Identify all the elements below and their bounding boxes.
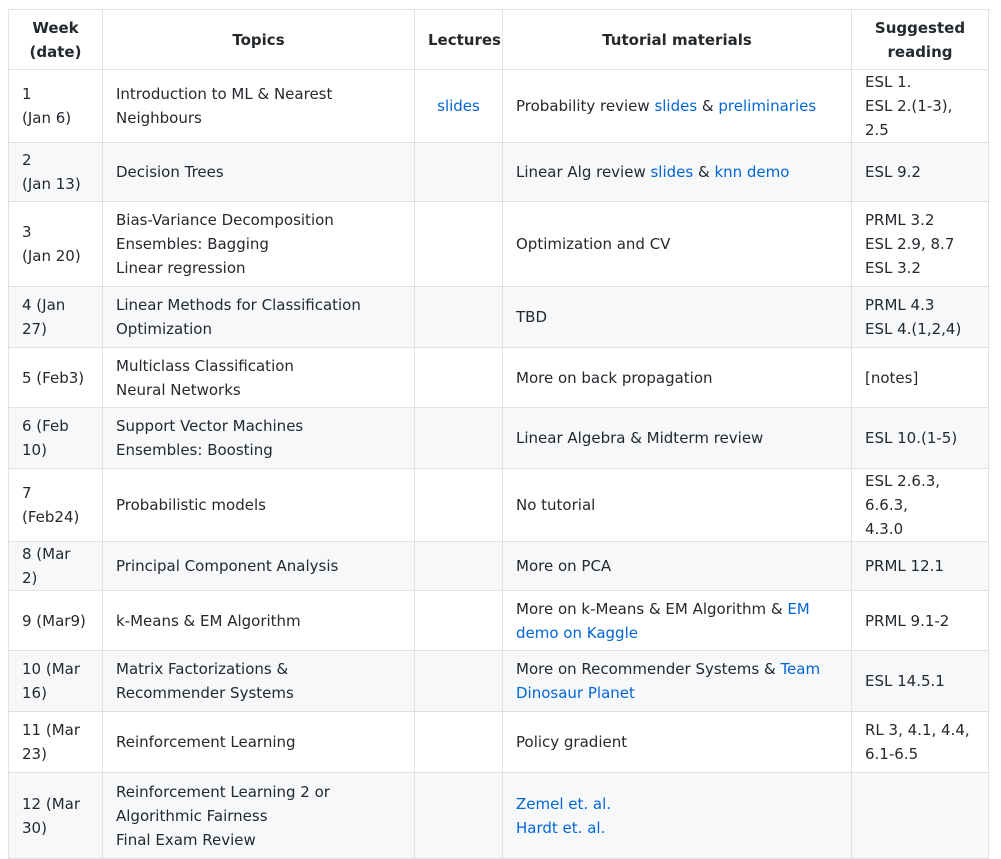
topics-cell — [103, 712, 415, 773]
lectures-cell — [415, 287, 503, 348]
tutorial-cell — [503, 469, 852, 542]
tutorial-line — [516, 94, 838, 118]
week-cell — [9, 348, 103, 408]
week-text: 11 (Mar — [22, 721, 81, 739]
lectures-cell — [415, 348, 503, 408]
lectures-cell — [415, 712, 503, 773]
topic-text: Matrix Factorizations & Recommender Systems — [116, 660, 294, 702]
tutorial-text: More on PCA — [516, 557, 612, 575]
tutorial-cell — [503, 712, 852, 773]
table-row — [9, 408, 989, 469]
topics-cell — [103, 591, 415, 651]
table-row — [9, 469, 989, 542]
topics-cell — [103, 408, 415, 469]
table-row — [9, 70, 989, 143]
tutorial-text: Policy gradient — [516, 733, 628, 751]
topics-cell — [103, 348, 415, 408]
header-topics: Topics — [103, 10, 415, 70]
tutorial-cell — [503, 143, 852, 202]
reading-text: ESL 3.2 — [865, 259, 921, 277]
reading-cell — [852, 202, 989, 287]
topics-cell — [103, 773, 415, 859]
week-cell — [9, 70, 103, 143]
week-text: 4 (Jan — [22, 296, 66, 314]
topic-text: Neural Networks — [116, 380, 241, 399]
tutorial-cell — [503, 591, 852, 651]
tutorial-line — [516, 657, 838, 705]
table-row — [9, 287, 989, 348]
topic-text: Algorithmic Fairness — [116, 806, 268, 825]
week-cell — [9, 542, 103, 591]
week-text: 9 (Mar9) — [22, 611, 86, 630]
lectures-cell — [415, 651, 503, 712]
reading-cell — [852, 348, 989, 408]
topic-text: Probabilistic models — [116, 496, 266, 514]
tutorial-text: No tutorial — [516, 496, 596, 514]
tutorial-cell — [503, 202, 852, 287]
tutorial-line — [516, 232, 838, 256]
lectures-cell — [415, 202, 503, 287]
tutorial-link[interactable]: slides — [654, 97, 698, 115]
topic-text: Ensembles: Bagging — [116, 235, 269, 253]
schedule-table — [8, 9, 989, 859]
reading-text: PRML 9.1-2 — [865, 611, 950, 630]
tutorial-line — [516, 305, 838, 329]
week-text: 5 (Feb3) — [22, 368, 85, 387]
reading-cell — [852, 591, 989, 651]
table-row — [9, 143, 989, 202]
week-text: 16) — [22, 684, 47, 702]
tutorial-link[interactable]: Hardt et. al. — [516, 818, 606, 837]
topic-text: Principal Component Analysis — [116, 557, 339, 575]
table-row — [9, 591, 989, 651]
tutorial-text: & — [693, 163, 715, 181]
topic-text: Decision Trees — [116, 163, 224, 181]
topics-cell — [103, 542, 415, 591]
reading-cell — [852, 469, 989, 542]
reading-text: RL 3, 4.1, 4.4, — [865, 721, 970, 739]
week-text: 12 (Mar — [22, 794, 81, 813]
tutorial-link[interactable]: slides — [650, 163, 694, 181]
week-cell — [9, 408, 103, 469]
tutorial-link[interactable]: Team Dinosaur Planet — [516, 660, 821, 702]
tutorial-line — [516, 493, 838, 517]
week-text: 8 (Mar 2) — [22, 545, 71, 587]
lectures-cell — [415, 542, 503, 591]
reading-text: 6.1-6.5 — [865, 745, 919, 763]
tutorial-cell — [503, 651, 852, 712]
table-row — [9, 542, 989, 591]
topic-text: Optimization — [116, 320, 212, 338]
week-text: (Jan 6) — [22, 109, 72, 127]
lectures-cell — [415, 773, 503, 859]
reading-text: ESL 9.2 — [865, 163, 921, 181]
tutorial-line — [516, 366, 838, 390]
week-text: 23) — [22, 745, 47, 763]
week-cell — [9, 143, 103, 202]
topic-text: k-Means & EM Algorithm — [116, 611, 301, 630]
topic-text: Multiclass Classification — [116, 356, 294, 375]
tutorial-line — [516, 730, 838, 754]
reading-cell — [852, 773, 989, 859]
week-text: (Jan 13) — [22, 175, 81, 193]
tutorial-link[interactable]: knn demo — [714, 163, 790, 181]
lectures-cell — [415, 143, 503, 202]
reading-text: ESL 1. — [865, 73, 912, 91]
tutorial-text: & — [697, 97, 719, 115]
tutorial-line — [516, 426, 838, 450]
tutorial-text: More on k-Means & EM Algorithm & — [516, 599, 788, 618]
reading-cell — [852, 143, 989, 202]
week-text: 7 (Feb24) — [22, 484, 80, 526]
tutorial-text: Linear Algebra & Midterm review — [516, 429, 764, 447]
reading-text: ESL 2.(1-3), 2.5 — [865, 97, 953, 139]
topic-text: Linear Methods for Classification — [116, 296, 361, 314]
topic-text: Reinforcement Learning — [116, 733, 296, 751]
week-text: 30) — [22, 818, 47, 837]
tutorial-cell — [503, 348, 852, 408]
tutorial-text: Optimization and CV — [516, 235, 671, 253]
week-text: 6 (Feb — [22, 417, 69, 435]
reading-cell — [852, 542, 989, 591]
table-header-row — [9, 10, 989, 70]
table-body — [9, 70, 989, 859]
tutorial-text: More on back propagation — [516, 368, 713, 387]
week-text: 2 — [22, 151, 32, 169]
table-row — [9, 651, 989, 712]
reading-text: 4.3.0 — [865, 520, 904, 538]
reading-text: ESL 2.9, 8.7 — [865, 235, 955, 253]
header-tutorial-materials: Tutorial materials — [503, 10, 852, 70]
tutorial-cell — [503, 408, 852, 469]
tutorial-link[interactable]: Zemel et. al. — [516, 794, 612, 813]
tutorial-line — [516, 816, 838, 840]
topics-cell — [103, 202, 415, 287]
tutorial-line — [516, 597, 838, 645]
tutorial-cell — [503, 70, 852, 143]
table-row — [9, 348, 989, 408]
week-text: (Jan 20) — [22, 247, 81, 265]
week-cell — [9, 469, 103, 542]
topics-cell — [103, 143, 415, 202]
reading-text: ESL 2.6.3, 6.6.3, — [865, 472, 941, 514]
tutorial-cell — [503, 773, 852, 859]
tutorial-text: TBD — [516, 308, 548, 326]
reading-cell — [852, 287, 989, 348]
topics-cell — [103, 469, 415, 542]
lectures-cell — [415, 70, 503, 143]
reading-text: [notes] — [865, 368, 919, 387]
header-lectures: Lectures — [415, 10, 503, 70]
reading-text: ESL 14.5.1 — [865, 672, 945, 690]
header-suggested-reading: Suggested reading — [852, 10, 989, 70]
header-week: Week (date) — [9, 10, 103, 70]
topic-text: Final Exam Review — [116, 830, 256, 849]
week-cell — [9, 591, 103, 651]
topic-text: Linear regression — [116, 259, 246, 277]
week-text: 10) — [22, 441, 47, 459]
topic-text: Ensembles: Boosting — [116, 441, 273, 459]
week-cell — [9, 651, 103, 712]
topic-text: Reinforcement Learning 2 or — [116, 782, 330, 801]
topic-text: Introduction to ML & Nearest Neighbours — [116, 85, 333, 127]
reading-text: PRML 12.1 — [865, 557, 944, 575]
reading-cell — [852, 70, 989, 143]
week-text: 3 — [22, 223, 32, 241]
table-row — [9, 773, 989, 859]
table-row — [9, 712, 989, 773]
topics-cell — [103, 651, 415, 712]
lectures-cell — [415, 408, 503, 469]
week-cell — [9, 712, 103, 773]
table-row — [9, 202, 989, 287]
reading-text: ESL 10.(1-5) — [865, 429, 958, 447]
tutorial-line — [516, 554, 838, 578]
tutorial-link[interactable]: EM demo on Kaggle — [516, 599, 810, 642]
tutorial-cell — [503, 542, 852, 591]
tutorial-text: Linear Alg review — [516, 163, 651, 181]
lectures-cell — [415, 469, 503, 542]
lectures-cell — [415, 591, 503, 651]
topics-cell — [103, 287, 415, 348]
topics-cell — [103, 70, 415, 143]
reading-text: PRML 3.2 — [865, 211, 935, 229]
tutorial-link[interactable]: preliminaries — [718, 97, 817, 115]
tutorial-text: Probability review — [516, 97, 655, 115]
topic-text: Bias-Variance Decomposition — [116, 211, 334, 229]
week-text: 1 — [22, 85, 32, 103]
lecture-slides-link[interactable]: slides — [437, 97, 480, 115]
tutorial-text: More on Recommender Systems & — [516, 660, 781, 678]
reading-cell — [852, 408, 989, 469]
tutorial-cell — [503, 287, 852, 348]
tutorial-line — [516, 160, 838, 184]
reading-cell — [852, 712, 989, 773]
topic-text: Support Vector Machines — [116, 417, 304, 435]
reading-cell — [852, 651, 989, 712]
week-text: 10 (Mar — [22, 660, 81, 678]
week-cell — [9, 202, 103, 287]
week-cell — [9, 287, 103, 348]
week-cell — [9, 773, 103, 859]
reading-text: PRML 4.3 — [865, 296, 935, 314]
tutorial-line — [516, 792, 838, 816]
reading-text: ESL 4.(1,2,4) — [865, 320, 962, 338]
week-text: 27) — [22, 320, 47, 338]
